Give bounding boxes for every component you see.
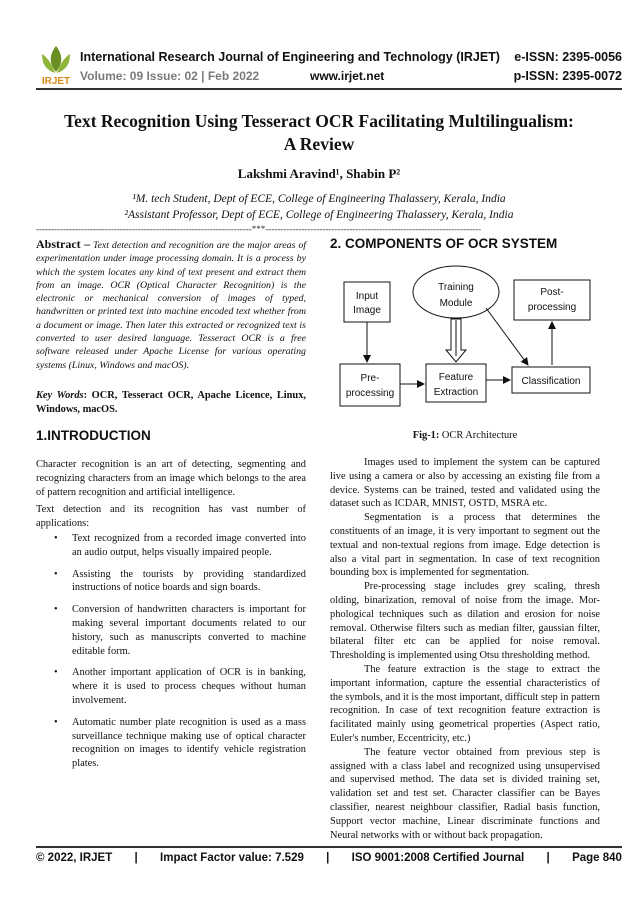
list-item-text: Text recognized from a recorded image converted into an audio output, helps visually impaired people.: [72, 533, 306, 558]
post-label-1: Post-: [540, 287, 564, 298]
ocr-architecture-diagram: [316, 262, 600, 422]
feature-label-1: Feature: [438, 372, 474, 383]
keywords: [36, 389, 306, 417]
feature-label-2: Extraction: [433, 387, 479, 398]
authors: Lakshmi Aravind¹, Shabin P²: [237, 166, 401, 181]
list-item: [36, 532, 306, 560]
abstract-label: Abstract –: [36, 237, 91, 251]
e-issn: e-ISSN: 2395-0056: [514, 50, 622, 64]
bullet-icon: •: [54, 716, 58, 728]
bullet-icon: •: [54, 667, 58, 679]
training-label-2: Module: [439, 298, 473, 309]
list-item-text: Conversion of handwritten characters is important for making several important documents related to our history, such as manuscripts converted to machine editable form.: [72, 604, 306, 657]
bullet-icon: •: [54, 568, 58, 580]
paragraph-preprocessing: Pre-processing stage includes grey scaling, thresh olding, binarization, removal of noise from the image. Mor-phological techniques such as dilation and erosion for noise removal. Otherwise filters such as median filter, gaussian filter, bilateral filter etc can be applied for noise removal. Thresholding is implemented using Otsu thresholding method.: [330, 581, 600, 662]
journal-name: International Research Journal of Engineering and Technology (IRJET): [80, 50, 500, 64]
footer-copyright: © 2022, IRJET: [36, 852, 113, 864]
affiliation-2: ²Assistant Professor, Dept of ECE, College of Engineering Thalassery, Kerala, India: [124, 209, 514, 221]
title-line-2: A Review: [283, 134, 355, 154]
pre-processing-box: [340, 364, 400, 406]
keywords-label: Key Words: [36, 390, 84, 401]
footer-rule: [36, 846, 622, 848]
volume-issue: Volume: 09 Issue: 02 | Feb 2022: [80, 69, 260, 83]
footer-separator: |: [546, 852, 550, 864]
list-item-text: Assisting the tourists by providing standardized instructions of notice boards and sign boards.: [72, 568, 306, 594]
paper-title: [40, 110, 598, 156]
abstract: [36, 238, 306, 372]
title-line-1: Text Recognition Using Tesseract OCR Facilitating Multilingualism:: [64, 111, 574, 131]
list-item: [36, 716, 306, 771]
input-label-2: Image: [353, 305, 381, 316]
fig-label: Fig-1:: [412, 430, 440, 441]
bullet-icon: •: [54, 533, 58, 544]
applications-list: [36, 532, 306, 779]
input-label-1: Input: [355, 291, 379, 302]
list-item: [36, 603, 306, 658]
input-image-box: [344, 282, 390, 322]
paragraph-classification: The feature vector obtained from previous step is assigned with a class label and recognized using unsupervised and supervised method. The data set is divided training set, validation set and test set. Character classifier can be Bayes classifier, nearest neighbour classifier, Radial basis function, Support vector machine, Linear discriminate functions and Neural networks with or without back propagation.: [330, 746, 600, 841]
post-processing-box: [514, 280, 590, 320]
journal-url[interactable]: www.irjet.net: [310, 69, 385, 83]
separator-line: ------------------------------------------------------------------------***------------------------------------------------------------------------: [36, 224, 482, 234]
irjet-logo: [36, 44, 76, 86]
footer-iso: ISO 9001:2008 Certified Journal: [351, 852, 525, 864]
fig-caption-text: OCR Architecture: [439, 430, 518, 441]
footer: [36, 852, 622, 864]
list-item-text: Automatic number plate recognition is used as a mass surveillance technique making use of optical character recognition on images to identify vehicle registration plates.: [72, 716, 306, 770]
header-rule: [36, 88, 622, 90]
classification-label: Classification: [521, 376, 581, 387]
intro-heading: 1.INTRODUCTION: [36, 428, 151, 443]
training-label-1: Training: [438, 282, 474, 293]
logo-text: IRJET: [41, 76, 71, 86]
list-item: [36, 568, 306, 596]
bullet-icon: •: [54, 604, 58, 616]
components-heading: 2. COMPONENTS OF OCR SYSTEM: [330, 236, 558, 251]
footer-separator: |: [134, 852, 138, 864]
affiliation-1: ¹M. tech Student, Dept of ECE, College of Engineering Thalassery, Kerala, India: [132, 193, 506, 205]
abstract-text: Text detection and recognition are the major areas of experimentation under image processing domain. It is a process by which the system locates any kind of text present and extract them from an image. OCR (Optical Character Recognition) is the electronic or mechanical conversion of images of typed, handwritten or printed text into machine encoded text whether from a document or image. Then later this extracted or recognized text is converted to user desired language. Tesseract OCR is a free software released under Apache License for various operating systems (Linux, Windows and macOS).: [36, 240, 306, 371]
p-issn: p-ISSN: 2395-0072: [513, 69, 622, 83]
pre-label-2: processing: [345, 388, 395, 399]
intro-paragraph-1: Character recognition is an art of detecting, segmenting and recognizing characters from an image which belongs to the area of pattern recognition and artificial intelligence.: [36, 459, 306, 498]
pre-label-1: Pre-: [360, 373, 380, 384]
footer-impact-factor: Impact Factor value: 7.529: [160, 852, 304, 864]
paragraph-segmentation: Segmentation is a process that determines the constituents of an image, it is very important to segment out the textual and non-textual regions from image. Edge detection is also a vital part in segmentation. In case of text recognition bounding box is implemented for segmentation.: [330, 512, 600, 579]
list-item-text: Another important application of OCR is in banking, where it is used to process cheques without human involvement.: [72, 667, 306, 706]
paragraph-feature-extraction: The feature extraction is the stage to extract the important information, capture the essential characteristics of the symbols, and it is the most important, difficult step in pattern recognition. In case of text recognition feature extraction is facilitated mainly using geometrical properties (Aspect ratio, Euler's number, Eccentricity, etc.): [330, 663, 600, 744]
footer-page-number: Page 840: [572, 852, 622, 864]
keywords-text: : OCR, Tesseract OCR, Apache Licence, Linux, Windows, macOS.: [36, 390, 306, 415]
list-item: [36, 666, 306, 707]
figure-caption: [330, 430, 600, 441]
paragraph-images: Images used to implement the system can be captured live using a camera or also by accessing an existing file from a device. Systems can be trained, tested and validated using the dataset such as ICDAR, MNIST, OSTD, MSRA etc.: [330, 457, 600, 510]
components-body: [330, 456, 600, 842]
footer-separator: |: [326, 852, 330, 864]
intro-paragraph-2: Text detection and its recognition has vast number of applications:: [36, 504, 306, 529]
post-label-2: processing: [527, 302, 577, 313]
